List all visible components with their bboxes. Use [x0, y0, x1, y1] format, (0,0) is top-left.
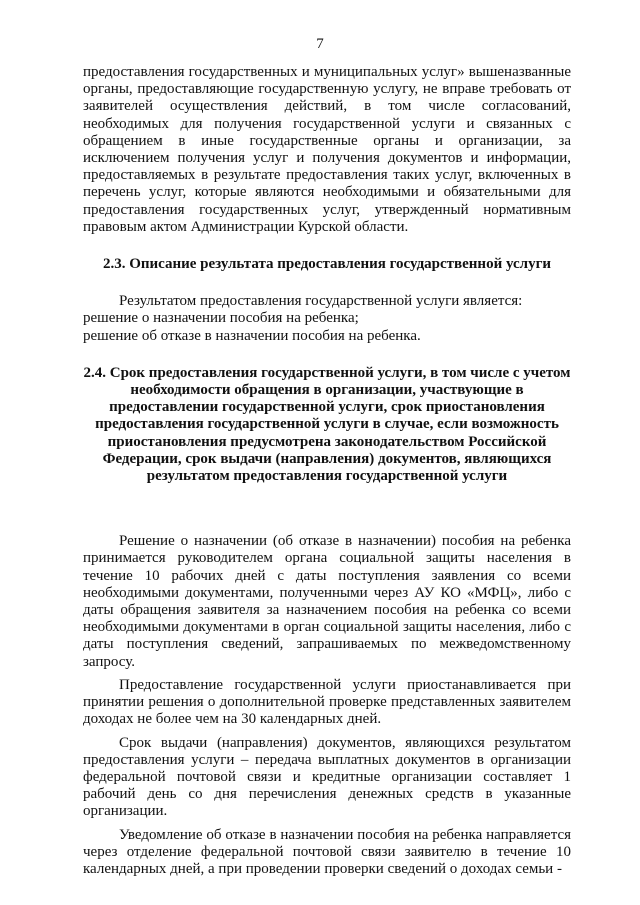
result-item-2: решение об отказе в назначении пособия на ребенка.: [83, 327, 421, 344]
page-content: [83, 64, 571, 878]
page-number: 7: [316, 36, 324, 52]
paragraph-continuation: предоставления государственных и муниципальных услуг» вышеназванные органы, предоставляющие государственную услугу, не вправе требовать от заявителей осуществления действий, в том числе согласований, необходимых для получения государственной услуги и связанных с обращением в иные государственные органы и организации, за исключением получения услуг и получения документов и информации, предоставляемых в результате предоставления таких услуг, включенных в перечень услуг, которые являются необходимыми и обязательными для предоставления государственных услуг, утвержденный нормативным правовым актом Администрации Курской области.: [83, 64, 571, 235]
section-heading-2-3: 2.3. Описание результата предоставления государственной услуги: [102, 256, 552, 273]
paragraph-decision-term: Решение о назначении (об отказе в назначении) пособия на ребенка принимается руководителем органа социальной защиты населения в течение 10 рабочих дней с даты поступления заявления со всеми необходимыми документами, полученными через АУ КО «МФЦ», либо с даты обращения заявителя за назначением пособия на ребенка со всеми необходимыми документами в орган социальной защиты населения, либо с даты поступления сведений, запрашиваемых по межведомственному запросу.: [83, 533, 571, 670]
paragraph-refusal-notice: Уведомление об отказе в назначении пособия на ребенка направляется через отделение федеральной почтовой связи заявителю в течение 10 календарных дней, а при проведении проверки сведений о доходах семьи -: [83, 826, 571, 877]
paragraph-delivery-term: Срок выдачи (направления) документов, являющихся результатом предоставления услуги – передача выплатных документов в организации федеральной почтовой связи и кредитные организации составляет 1 рабочий день со дня перечисления денежных средств в указанные организации.: [83, 734, 571, 820]
paragraph-suspension: Предоставление государственной услуги приостанавливается при принятии решения о дополнительной проверке представленных заявителем доходах не более чем на 30 календарных дней.: [83, 676, 571, 728]
result-item-1: решение о назначении пособия на ребенка;: [83, 310, 359, 327]
result-intro: Результатом предоставления государственной услуги является:: [119, 293, 523, 310]
section-heading-2-4: 2.4. Срок предоставления государственной услуги, в том числе с учетом необходимости обращения в организации, участвующие в предоставлении государственной услуги, срок приостановления предоставления государственной услуги в случае, если возможность приостановления предусмотрена законодательством Российской Федерации, срок выдачи (направления) документов, являющихся результатом предоставления государственной услуги: [83, 364, 571, 485]
